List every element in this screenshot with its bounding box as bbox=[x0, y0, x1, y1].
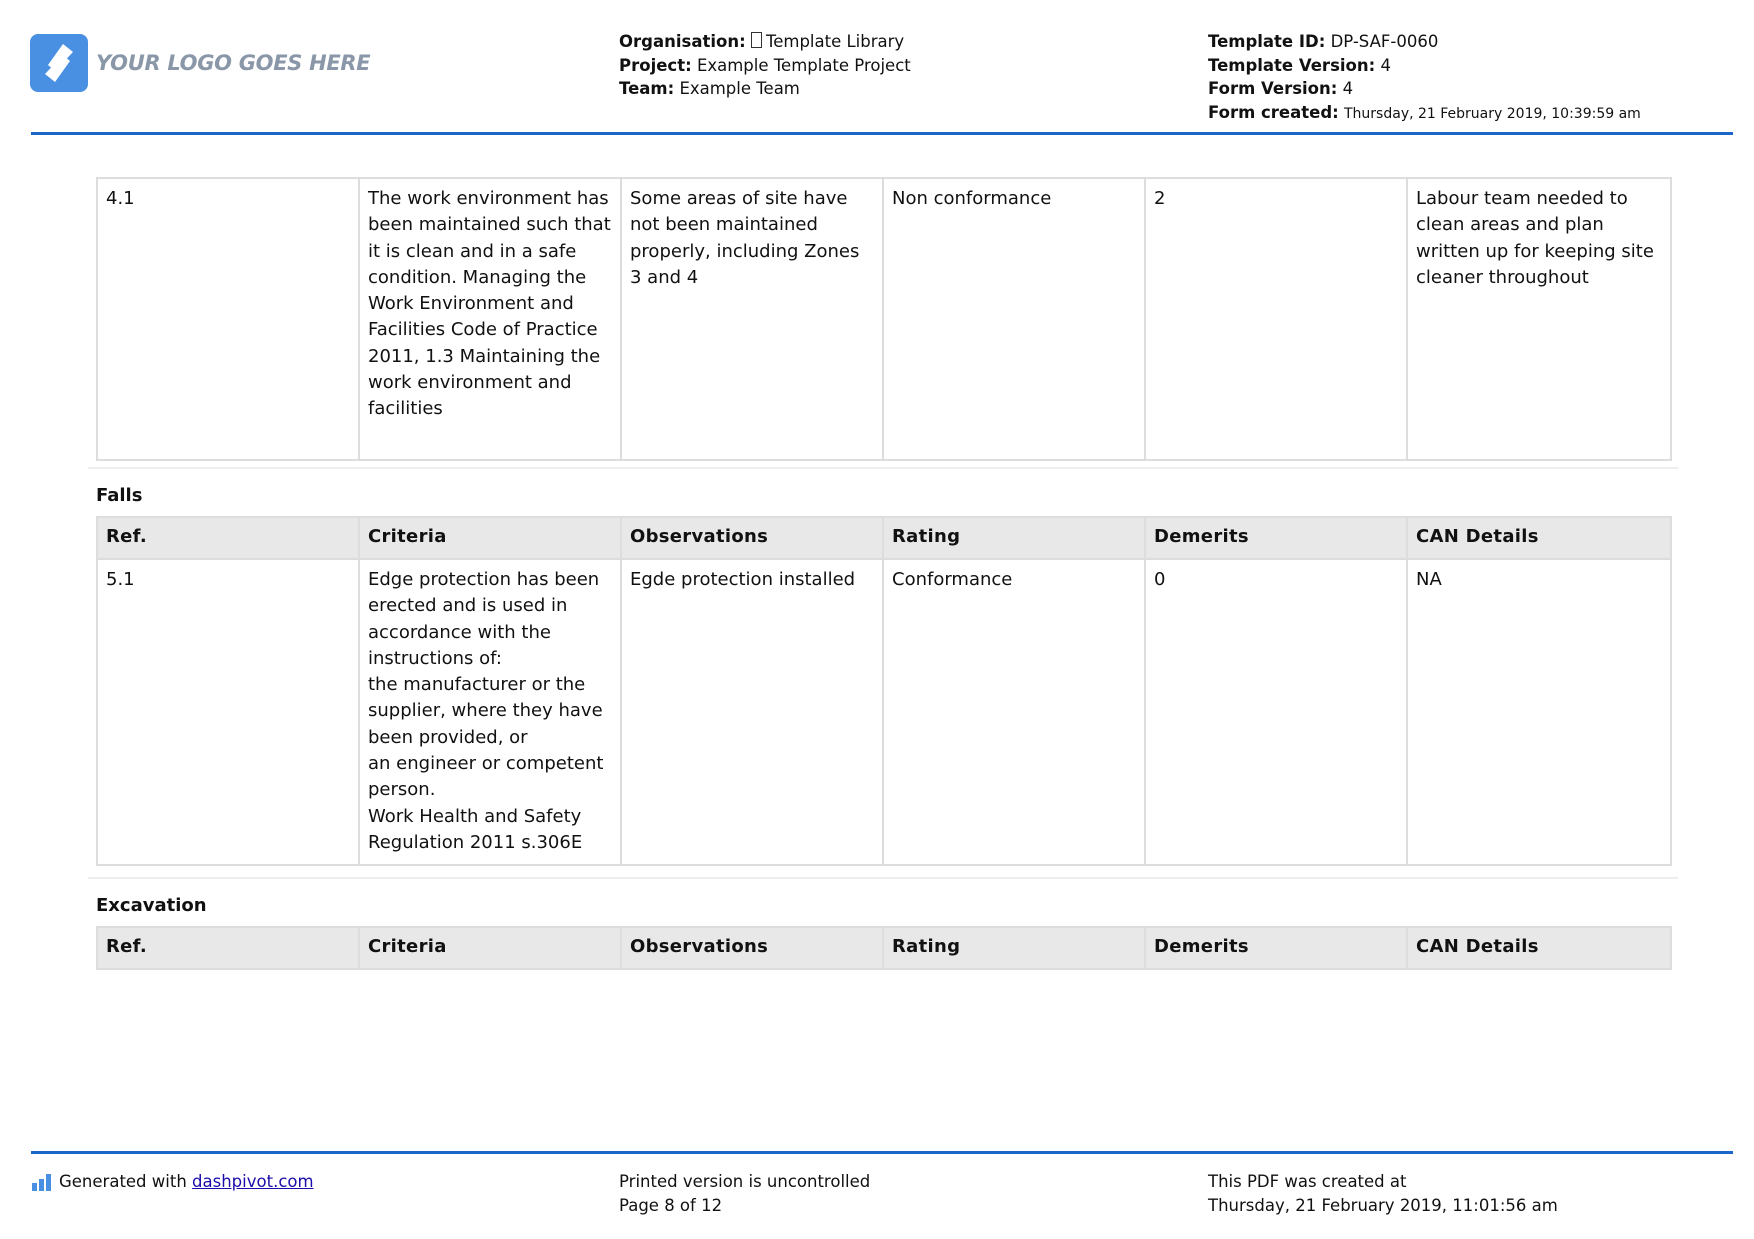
rating-cell: Conformance bbox=[883, 559, 1145, 865]
generated-prefix: Generated with bbox=[59, 1172, 187, 1191]
header-template-info bbox=[1208, 30, 1641, 126]
header-divider bbox=[31, 132, 1733, 135]
column-header-demerits: Demerits bbox=[1145, 927, 1407, 969]
dashpivot-chart-icon bbox=[32, 1173, 51, 1191]
template-version-value: 4 bbox=[1380, 55, 1391, 75]
column-header-ref: Ref. bbox=[97, 927, 359, 969]
column-header-rating: Rating bbox=[883, 517, 1145, 559]
template-id-label: Template ID: bbox=[1208, 32, 1326, 51]
excavation-table bbox=[96, 926, 1672, 970]
form-version-value: 4 bbox=[1342, 79, 1354, 98]
missing-glyph-icon bbox=[751, 32, 762, 48]
team-line bbox=[619, 77, 911, 101]
team-label: Team: bbox=[619, 79, 675, 98]
column-header-criteria: Criteria bbox=[359, 517, 621, 559]
organisation-label: Organisation: bbox=[619, 32, 746, 51]
column-header-can-details: CAN Details bbox=[1407, 927, 1671, 969]
table-header-row bbox=[97, 517, 1671, 559]
section-title-excavation: Excavation bbox=[96, 895, 207, 916]
criteria-cell bbox=[359, 559, 621, 865]
rating-cell: Non conformance bbox=[883, 178, 1145, 460]
observations-cell: Egde protection installed bbox=[621, 559, 883, 865]
logo-text: YOUR LOGO GOES HERE bbox=[96, 51, 371, 75]
column-header-observations: Observations bbox=[621, 517, 883, 559]
table-header-row bbox=[97, 927, 1671, 969]
print-info bbox=[619, 1170, 870, 1218]
ref-cell: 5.1 bbox=[97, 559, 359, 865]
template-version-line bbox=[1208, 54, 1641, 78]
footer-divider bbox=[31, 1151, 1733, 1154]
template-id-line bbox=[1208, 30, 1641, 54]
section-title-falls: Falls bbox=[96, 485, 143, 506]
template-version-label: Template Version: bbox=[1208, 55, 1376, 75]
criteria-line: Edge protection has been erected and is used in accordance with the instructions of: bbox=[368, 569, 600, 669]
form-created-label: Form created: bbox=[1208, 102, 1339, 122]
column-header-criteria: Criteria bbox=[359, 927, 621, 969]
logo-icon bbox=[30, 34, 88, 92]
section-divider bbox=[88, 467, 1678, 469]
page-number: Page 8 of 12 bbox=[619, 1196, 723, 1215]
column-header-rating: Rating bbox=[883, 927, 1145, 969]
company-logo bbox=[30, 34, 370, 92]
table-row bbox=[97, 178, 1671, 460]
observations-cell: Some areas of site have not been maintained properly, including Zones 3 and 4 bbox=[621, 178, 883, 460]
column-header-demerits: Demerits bbox=[1145, 517, 1407, 559]
project-label: Project: bbox=[619, 55, 692, 75]
project-line bbox=[619, 54, 911, 78]
generated-with bbox=[32, 1170, 314, 1194]
column-header-observations: Observations bbox=[621, 927, 883, 969]
demerits-cell: 2 bbox=[1145, 178, 1407, 460]
uncontrolled-notice: Printed version is uncontrolled bbox=[619, 1172, 871, 1191]
pdf-created-info bbox=[1208, 1170, 1558, 1218]
form-version-line bbox=[1208, 77, 1641, 101]
dashpivot-link[interactable]: dashpivot.com bbox=[192, 1172, 314, 1191]
falls-table bbox=[96, 516, 1672, 866]
pdf-created-label: This PDF was created at bbox=[1208, 1172, 1407, 1191]
can-details-cell: NA bbox=[1407, 559, 1671, 865]
can-details-cell: Labour team needed to clean areas and plan written up for keeping site cleaner throughout bbox=[1407, 178, 1671, 460]
organisation-value: Template Library bbox=[765, 32, 905, 51]
organisation-line bbox=[619, 30, 911, 54]
column-header-ref: Ref. bbox=[97, 517, 359, 559]
project-value: Example Template Project bbox=[696, 55, 911, 75]
criteria-line: an engineer or competent person. bbox=[368, 753, 604, 801]
form-created-value: Thursday, 21 February 2019, 10:39:59 am bbox=[1344, 105, 1641, 122]
criteria-line: Work Health and Safety Regulation 2011 s.306E bbox=[368, 805, 583, 853]
ref-cell: 4.1 bbox=[97, 178, 359, 460]
table-row bbox=[97, 559, 1671, 865]
section-divider bbox=[88, 877, 1678, 879]
demerits-cell: 0 bbox=[1145, 559, 1407, 865]
template-id-value: DP-SAF-0060 bbox=[1330, 32, 1439, 51]
form-version-label: Form Version: bbox=[1208, 79, 1338, 98]
form-created-line bbox=[1208, 101, 1641, 127]
work-environment-table bbox=[96, 177, 1672, 461]
column-header-can-details: CAN Details bbox=[1407, 517, 1671, 559]
criteria-line: the manufacturer or the supplier, where they have been provided, or bbox=[368, 674, 603, 748]
header-project-info bbox=[619, 30, 911, 101]
page-header bbox=[0, 0, 1754, 136]
pdf-created-value: Thursday, 21 February 2019, 11:01:56 am bbox=[1208, 1196, 1558, 1215]
criteria-cell: The work environment has been maintained such that it is clean and in a safe condition. Managing the Work Environment and Facilities Code of Practice 2011, 1.3 Maintaining the work environment and facilities bbox=[359, 178, 621, 460]
team-value: Example Team bbox=[679, 79, 800, 98]
